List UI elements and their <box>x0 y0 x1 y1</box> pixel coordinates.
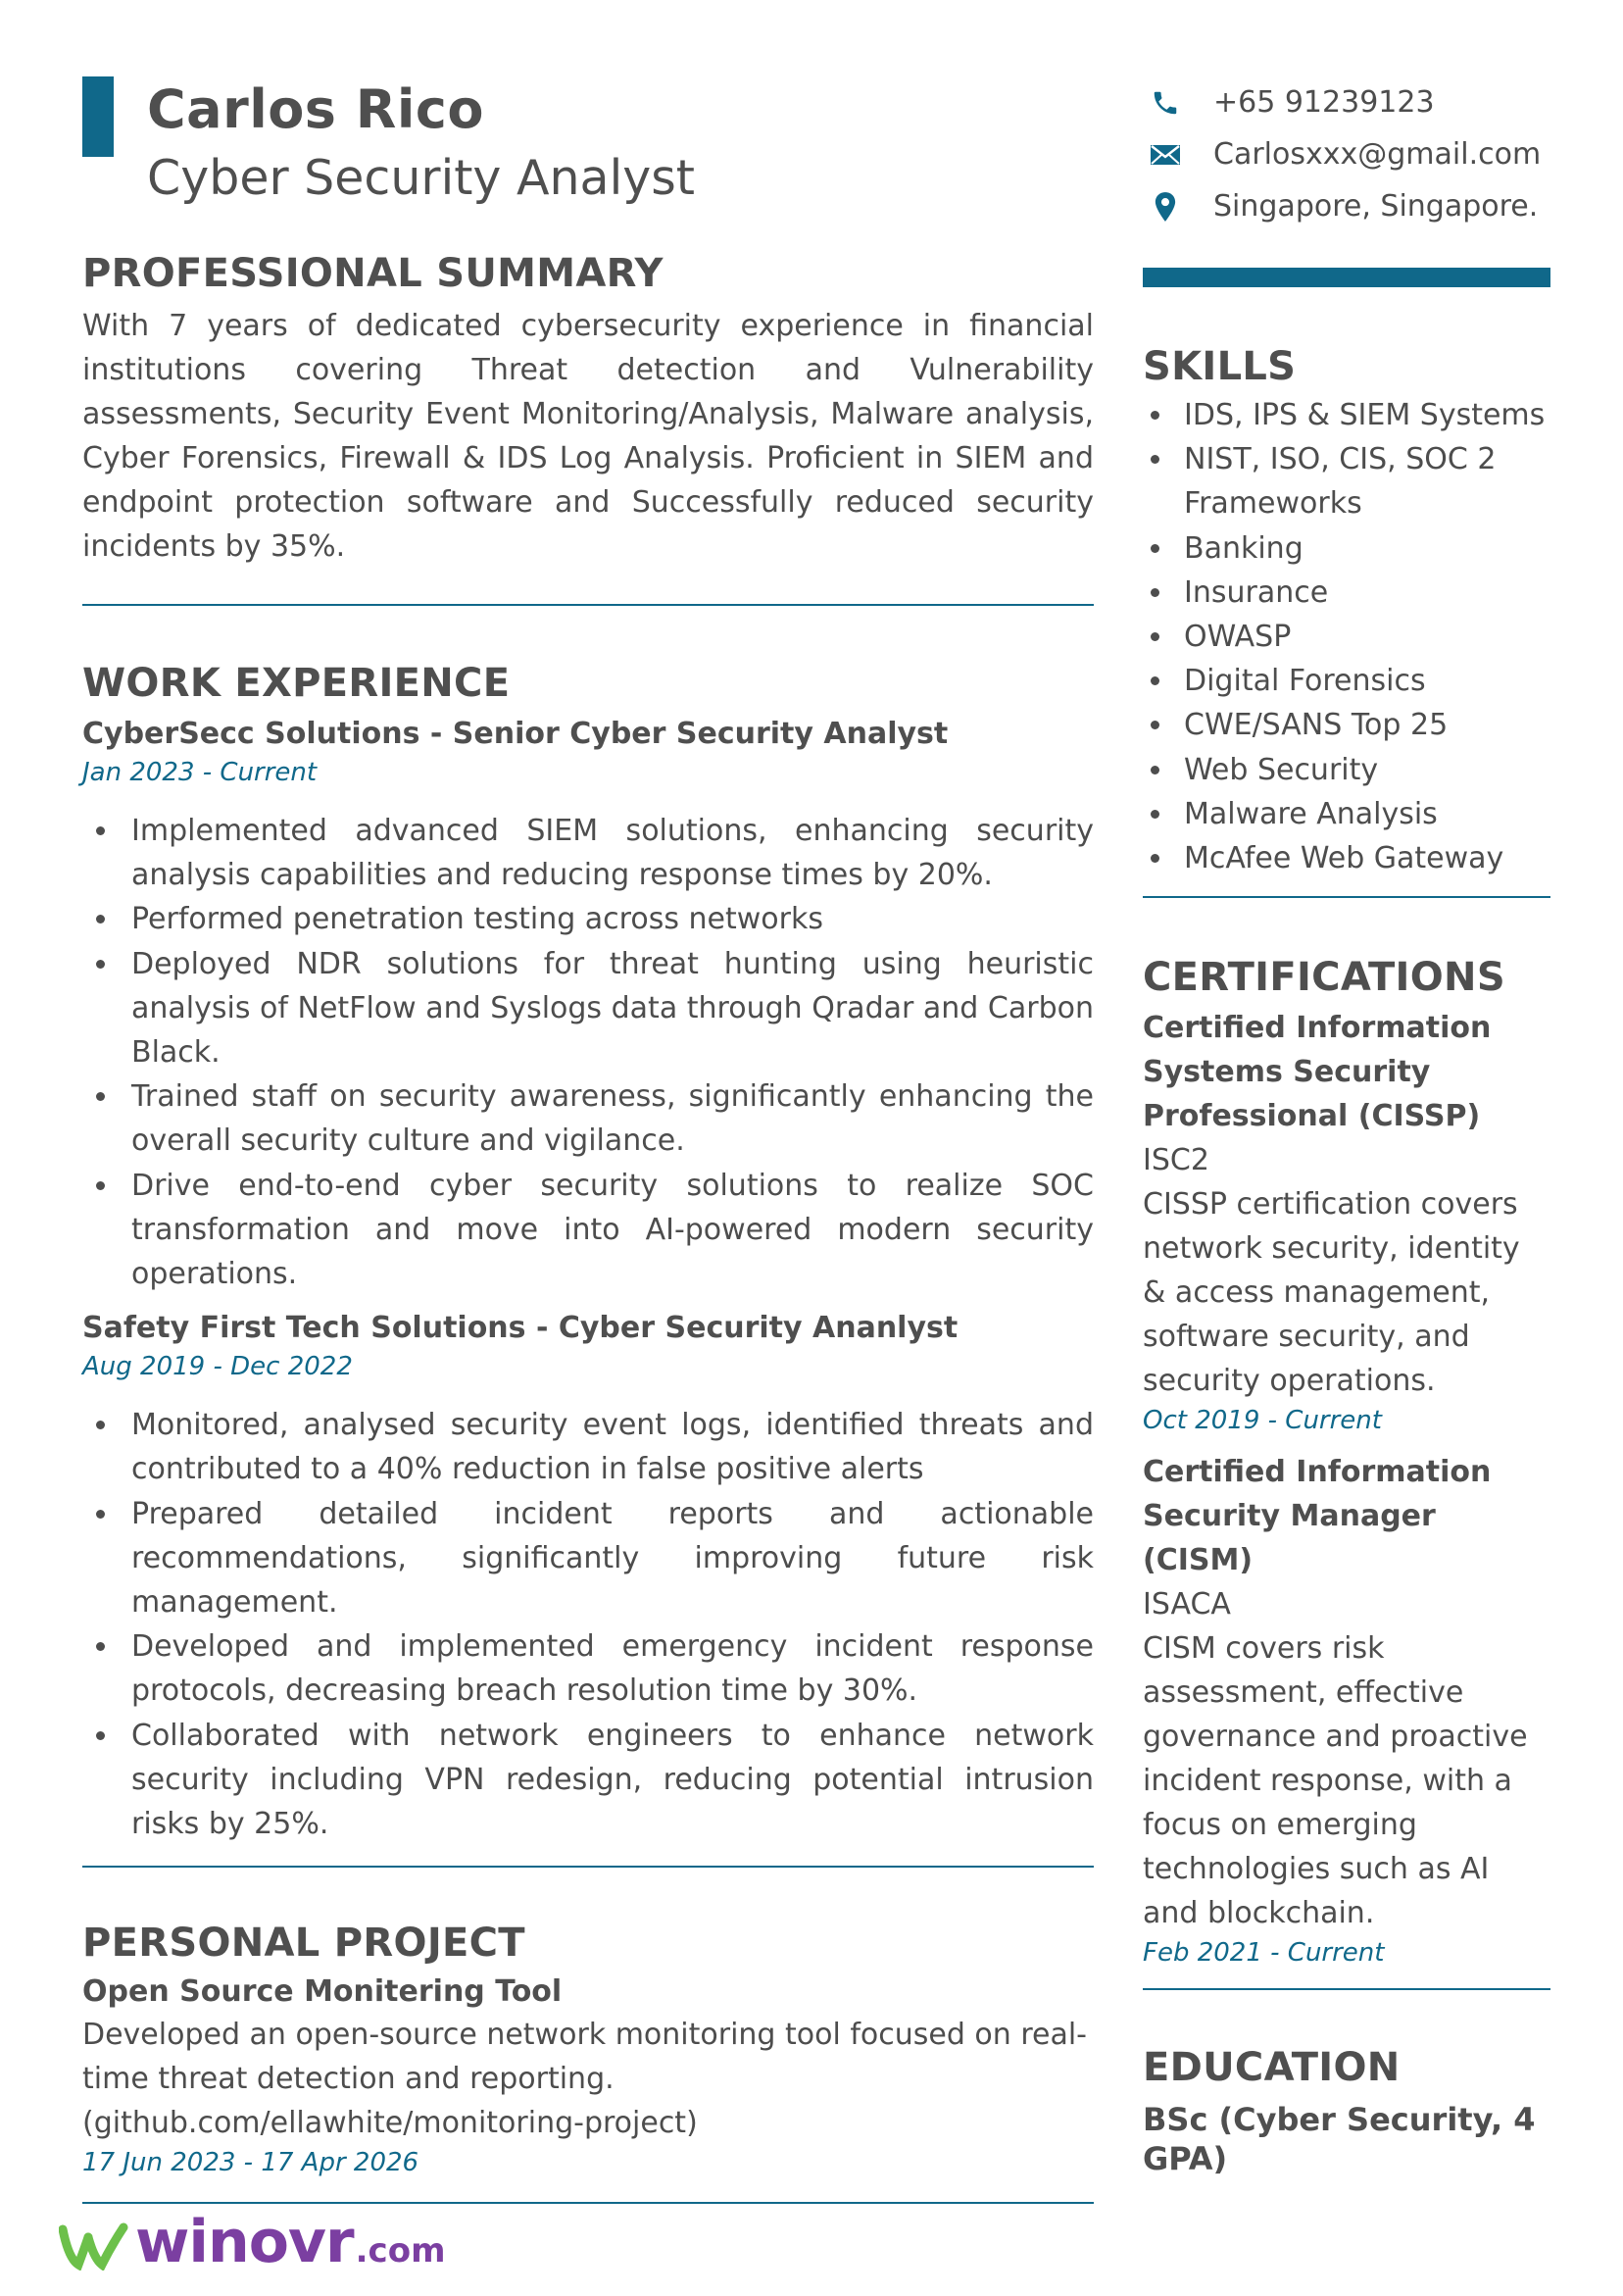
skill-text: CWE/SANS Top 25 <box>1184 708 1449 743</box>
bullet-dot <box>96 1510 105 1519</box>
certification-description: CISSP certification covers network security, identity & access management, software security, and security operations. <box>1143 1187 1520 1399</box>
bullet-text: Collaborated with network engineers to enhance network security including VPN redesign, reducing potential intrusion risks by 25%. <box>131 1718 1094 1842</box>
personal-project-section <box>82 1917 1094 2180</box>
skill-text: OWASP <box>1184 620 1292 655</box>
certification-name: Certified Information Security Manager (CISM) <box>1143 1455 1492 1578</box>
bullet-dot <box>96 1731 105 1740</box>
main-column <box>82 73 1094 2204</box>
job-dates: Aug 2019 - Dec 2022 <box>82 1352 353 1382</box>
bullet-dot <box>1151 676 1159 685</box>
candidate-name: Carlos Rico <box>147 78 484 140</box>
job-title: CyberSecc Solutions - Senior Cyber Security Analyst <box>82 717 949 751</box>
certification-issuer: ISACA <box>1143 1587 1231 1622</box>
list-item <box>82 942 1094 1075</box>
section-divider <box>82 1866 1094 1868</box>
envelope-icon <box>1149 138 1182 172</box>
bullet-text: Performed penetration testing across networks <box>131 902 823 937</box>
bullet-text: Deployed NDR solutions for threat hunting using heuristic analysis of NetFlow and Syslogs data through Qradar and Carbon Black. <box>131 946 1094 1071</box>
contact-email <box>1143 128 1550 180</box>
list-item <box>82 809 1094 897</box>
map-pin-icon <box>1149 190 1182 224</box>
list-item <box>1143 437 1550 525</box>
list-item <box>82 1624 1094 1713</box>
list-item <box>1143 571 1550 615</box>
certification-issuer: ISC2 <box>1143 1143 1209 1178</box>
bullet-text: Trained staff on security awareness, significantly enhancing the overall security culture and vigilance. <box>131 1079 1094 1159</box>
job-title: Safety First Tech Solutions - Cyber Security Ananlyst <box>82 1311 959 1346</box>
contact-phone <box>1143 76 1550 128</box>
certification-entry <box>1143 1006 1550 1438</box>
bullet-dot <box>96 915 105 923</box>
list-item <box>1143 748 1550 792</box>
list-item <box>1143 615 1550 659</box>
section-heading-summary: PROFESSIONAL SUMMARY <box>82 251 664 296</box>
skill-text: McAfee Web Gateway <box>1184 841 1504 876</box>
summary-text: With 7 years of dedicated cybersecurity experience in financial institutions covering Threat detection and Vulnerability assessments, Security Event Monitoring/Analysis, Malware analysis, Cyber Forensics, Firewall & IDS Log Analysis. Proficient in SIEM and endpoint protection software and Successfully reduced security incidents by 35%. <box>82 309 1094 564</box>
list-item <box>82 1492 1094 1625</box>
job-bullets <box>82 809 1094 1296</box>
list-item <box>82 897 1094 941</box>
list-item <box>82 1164 1094 1297</box>
bullet-text: Developed and implemented emergency incident response protocols, decreasing breach resolution time by 30%. <box>131 1629 1094 1709</box>
bullet-dot <box>1151 588 1159 597</box>
skills-section <box>1143 340 1550 880</box>
bullet-dot <box>1151 810 1159 819</box>
certification-description: CISM covers risk assessment, effective governance and proactive incident response, with a focus on emerging technologies such as AI and blockchain. <box>1143 1631 1528 1931</box>
bullet-dot <box>1151 455 1159 464</box>
project-dates: 17 Jun 2023 - 17 Apr 2026 <box>82 2148 419 2178</box>
list-item <box>1143 792 1550 836</box>
skill-text: Banking <box>1184 530 1303 566</box>
work-experience-section <box>82 657 1094 1846</box>
logo-tld: .com <box>355 2231 446 2271</box>
bullet-dot <box>96 1421 105 1429</box>
section-divider <box>1143 896 1550 898</box>
winovr-logo-icon <box>59 2220 129 2271</box>
section-divider <box>1143 1988 1550 1990</box>
job-bullets <box>82 1403 1094 1846</box>
winovr-logo <box>59 2208 446 2276</box>
bullet-text: Monitored, analysed security event logs, identified threats and contributed to a 40% reduction in false positive alerts <box>131 1408 1094 1487</box>
bullet-dot <box>1151 766 1159 774</box>
certifications-section <box>1143 951 1550 1971</box>
email-address[interactable]: Carlosxxx@gmail.com <box>1213 137 1542 172</box>
phone-number: +65 91239123 <box>1213 85 1435 120</box>
skill-text: Digital Forensics <box>1184 664 1426 699</box>
section-divider <box>82 604 1094 606</box>
section-heading-skills: SKILLS <box>1143 344 1297 389</box>
skill-text: Insurance <box>1184 574 1329 610</box>
list-item <box>1143 526 1550 571</box>
bullet-dot <box>96 960 105 969</box>
job-entry <box>82 714 1094 1296</box>
list-item <box>82 1403 1094 1491</box>
certification-dates: Oct 2019 - Current <box>1143 1406 1382 1436</box>
job-entry <box>82 1308 1094 1846</box>
section-heading-education: EDUCATION <box>1143 2045 1401 2091</box>
candidate-title: Cyber Security Analyst <box>147 150 695 206</box>
skill-text: NIST, ISO, CIS, SOC 2 Frameworks <box>1184 442 1497 522</box>
bullet-text: Implemented advanced SIEM solutions, enhancing security analysis capabilities and reducing response times by 20%. <box>131 814 1094 893</box>
sidebar-accent-bar <box>1143 268 1550 287</box>
contact-location <box>1143 180 1550 232</box>
education-section <box>1143 2041 1550 2178</box>
certification-dates: Feb 2021 - Current <box>1143 1938 1385 1969</box>
bullet-dot <box>96 1092 105 1101</box>
bullet-dot <box>96 826 105 835</box>
bullet-dot <box>1151 411 1159 420</box>
resume-header <box>82 73 1094 220</box>
section-heading-project: PERSONAL PROJECT <box>82 1921 525 1967</box>
location-text: Singapore, Singapore. <box>1213 189 1539 224</box>
certification-name: Certified Information Systems Security Professional (CISSP) <box>1143 1011 1492 1134</box>
list-item <box>1143 836 1550 880</box>
sidebar-column <box>1143 76 1550 2178</box>
list-item <box>82 1714 1094 1847</box>
contact-block <box>1143 76 1550 232</box>
bullet-text: Prepared detailed incident reports and actionable recommendations, significantly improving future risk management. <box>131 1496 1094 1621</box>
bullet-dot <box>1151 854 1159 863</box>
project-name: Open Source Monitering Tool <box>82 1974 563 2010</box>
section-heading-certifications: CERTIFICATIONS <box>1143 955 1505 1001</box>
skill-text: Malware Analysis <box>1184 796 1438 831</box>
phone-icon <box>1149 86 1182 120</box>
bullet-dot <box>96 1181 105 1190</box>
list-item <box>1143 659 1550 703</box>
skill-text: Web Security <box>1184 752 1379 787</box>
professional-summary-section <box>82 247 1094 569</box>
list-item <box>82 1074 1094 1163</box>
section-divider <box>82 2202 1094 2204</box>
bullet-dot <box>96 1642 105 1651</box>
bullet-text: Drive end-to-end cyber security solutions to realize SOC transformation and move into AI-powered modern security operations. <box>131 1168 1094 1292</box>
education-degree: BSc (Cyber Security, 4 GPA) <box>1143 2101 1536 2178</box>
section-heading-experience: WORK EXPERIENCE <box>82 661 511 706</box>
skill-text: IDS, IPS & SIEM Systems <box>1184 398 1546 432</box>
list-item <box>1143 703 1550 747</box>
bullet-dot <box>1151 544 1159 553</box>
skills-list <box>1143 393 1550 880</box>
project-description: Developed an open-source network monitoring tool focused on real-time threat detection and reporting. (github.com/ellawhite/monitoring-project) <box>82 2018 1088 2141</box>
header-accent-bar <box>82 76 114 157</box>
job-dates: Jan 2023 - Current <box>82 758 318 787</box>
logo-word: winovr <box>135 2208 354 2276</box>
bullet-dot <box>1151 721 1159 729</box>
certification-entry <box>1143 1450 1550 1971</box>
list-item <box>1143 393 1550 437</box>
bullet-dot <box>1151 632 1159 641</box>
